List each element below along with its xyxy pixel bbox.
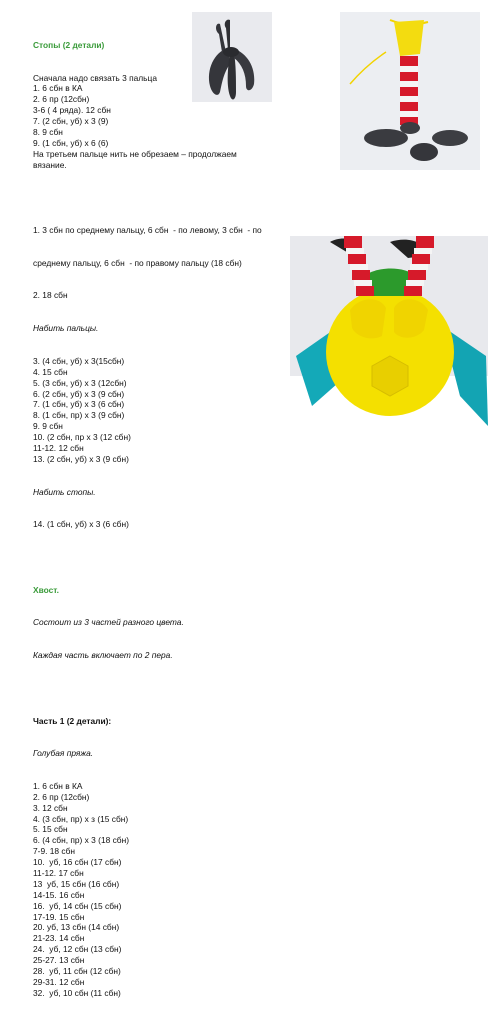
pattern-row: 5. 15 сбн [33, 824, 68, 835]
feet-rows-c [33, 519, 262, 530]
pattern-row: 6. (2 сбн, уб) х 3 (9 сбн) [33, 388, 125, 399]
tail-description-1: Состоит из 3 частей разного цвета. [33, 617, 184, 628]
pattern-row: 13 уб, 15 сбн (16 сбн) [33, 878, 120, 889]
spacer [33, 552, 262, 563]
feet-rows-b [33, 356, 262, 465]
pattern-row: 9. 9 сбн [33, 421, 63, 432]
pattern-row: 4. (3 сбн, пр) х з (15 сбн) [33, 813, 129, 824]
pattern-row: 16. уб, 14 сбн (15 сбн) [33, 900, 122, 911]
join-line-1: 1. 3 сбн по среднему пальцу, 6 сбн - по левому, 3 сбн - по [33, 225, 262, 236]
pattern-row: 2. 18 сбн [33, 290, 68, 301]
pattern-row: 13. (2 сбн, уб) х 3 (9 сбн) [33, 453, 129, 464]
spacer [33, 683, 262, 694]
body-tail-illustration [290, 236, 488, 428]
pattern-row: 6. (4 сбн, пр) х 3 (18 сбн) [33, 835, 129, 846]
instruction-line: На третьем пальце нить не обрезаем – продолжаем [33, 148, 237, 159]
pattern-row: 29-31. 12 сбн [33, 976, 85, 987]
pattern-row: 28. уб, 11 сбн (12 сбн) [33, 966, 121, 977]
striped-leg [400, 56, 418, 125]
pattern-row: 5. (3 сбн, уб) х 3 (12сбн) [33, 377, 127, 388]
pattern-row: 25-27. 13 сбн [33, 955, 85, 966]
note-stuff-fingers: Набить пальцы. [33, 323, 99, 334]
pattern-row: 7. (1 сбн, уб) х 3 (6 сбн) [33, 399, 125, 410]
instruction-line: 3-6 ( 4 ряда). 12 сбн [33, 105, 111, 116]
leg-foot-illustration [340, 12, 480, 170]
pattern-row: 3. 12 сбн [33, 802, 68, 813]
photo-leg-foot [340, 12, 480, 170]
instruction-line: Сначала надо связать 3 пальца [33, 72, 157, 83]
photo-foot-fingers [192, 12, 272, 102]
pattern-row: 4. 15 сбн [33, 366, 68, 377]
pattern-text [33, 18, 262, 1021]
note-stuff-feet: Набить стопы. [33, 486, 96, 497]
pattern-row: 7-9. 18 сбн [33, 846, 76, 857]
instruction-line: 9. (1 сбн, уб) х 6 (6) [33, 137, 109, 148]
join-line-2: среднему пальцу, 6 сбн - по правому пальцу (18 сбн) [33, 257, 242, 268]
pattern-row: 1. 6 сбн в КА [33, 780, 83, 791]
pattern-row: 17-19. 15 сбн [33, 911, 85, 922]
pattern-row: 8. (1 сбн, пр) х 3 (9 сбн) [33, 410, 125, 421]
instruction-line: 1. 6 сбн в КА [33, 83, 83, 94]
foot-fingers-illustration [192, 12, 272, 102]
tail-description-2: Каждая часть включает по 2 пера. [33, 650, 173, 661]
tail-heading: Хвост. [33, 584, 59, 595]
instruction-line: вязание. [33, 159, 67, 170]
pattern-row: 24. уб, 12 сбн (13 сбн) [33, 944, 122, 955]
pattern-row: 21-23. 14 сбн [33, 933, 85, 944]
feet-rows-a [33, 290, 262, 301]
pattern-row: 11-12. 12 сбн [33, 442, 84, 453]
spacer [33, 192, 262, 203]
pattern-row: 2. 6 пр (12сбн) [33, 791, 90, 802]
pattern-row: 14-15. 16 сбн [33, 889, 85, 900]
pattern-row: 20. уб, 13 сбн (14 сбн) [33, 922, 120, 933]
pattern-row: 11-12. 17 сбн [33, 868, 84, 879]
pattern-row: 10. (2 сбн, пр х 3 (12 сбн) [33, 432, 131, 443]
feet-heading: Стопы (2 детали) [33, 39, 105, 50]
photo-body-tail [290, 236, 488, 428]
pattern-row: 32. уб, 10 сбн (11 сбн) [33, 987, 121, 998]
part1-rows [33, 781, 262, 999]
pattern-row: 10. уб, 16 сбн (17 сбн) [33, 857, 122, 868]
instruction-line: 2. 6 пр (12сбн) [33, 94, 90, 105]
instruction-line: 8. 9 сбн [33, 126, 63, 137]
part1-yarn: Голубая пряжа. [33, 748, 94, 759]
part1-heading: Часть 1 (2 детали): [33, 715, 112, 726]
instruction-line: 7. (2 сбн, уб) х 3 (9) [33, 116, 109, 127]
pattern-row: 3. (4 сбн, уб) х 3(15сбн) [33, 355, 125, 366]
pattern-row: 14. (1 сбн, уб) х 3 (6 сбн) [33, 519, 129, 530]
